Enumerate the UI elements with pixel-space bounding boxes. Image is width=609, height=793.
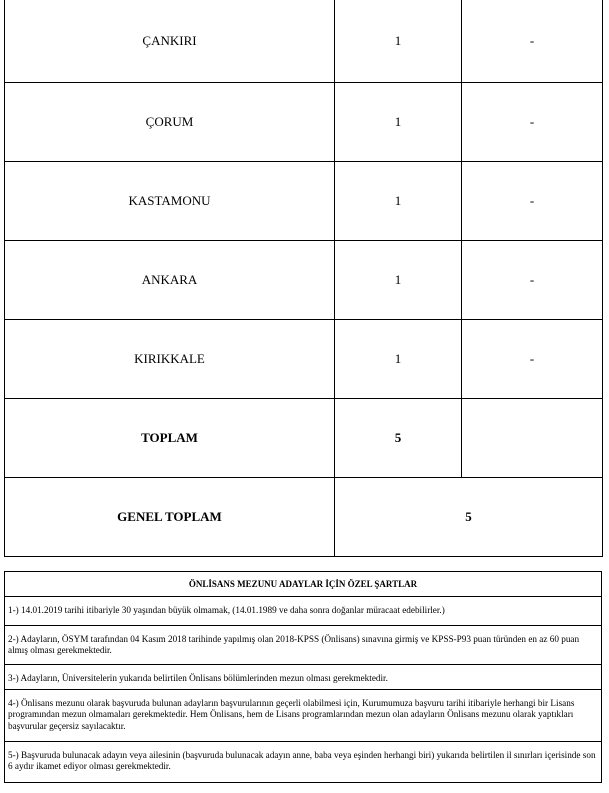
province-cell: KIRIKKALE (5, 320, 335, 399)
extra-cell: - (462, 320, 603, 399)
province-cell: KASTAMONU (5, 162, 335, 241)
extra-cell: - (462, 162, 603, 241)
condition-item: 3-) Adayların, Üniversitelerin yukarıda belirtilen Önlisans bölümlerinden mezun olması gerekmektedir. (5, 664, 602, 689)
table-row (5, 241, 603, 320)
table-row (5, 0, 603, 83)
count-cell: 1 (335, 162, 462, 241)
table-row (5, 83, 603, 162)
grand-total-label: GENEL TOPLAM (5, 478, 335, 557)
table-row (5, 162, 603, 241)
count-cell: 1 (335, 320, 462, 399)
province-cell: ÇANKIRI (5, 0, 335, 83)
province-cell: ÇORUM (5, 83, 335, 162)
grand-total-value: 5 (335, 478, 603, 557)
extra-cell: - (462, 0, 603, 83)
condition-item: 2-) Adayların, ÖSYM tarafından 04 Kasım 2018 tarihinde yapılmış olan 2018-KPSS (Önlisans) sınavına girmiş ve KPSS-P93 puan türünden en az 60 puan almış olması gerekmektedir. (5, 625, 602, 664)
grand-total-row (5, 478, 603, 557)
count-cell: 1 (335, 0, 462, 83)
count-cell: 1 (335, 241, 462, 320)
conditions-heading: ÖNLİSANS MEZUNU ADAYLAR İÇİN ÖZEL ŞARTLAR (5, 572, 602, 597)
total-label: TOPLAM (5, 399, 335, 478)
condition-item: 1-) 14.01.2019 tarihi itibariyle 30 yaşından büyük olmamak, (14.01.1989 ve daha sonra doğanlar müracaat edebilirler.) (5, 596, 602, 625)
condition-item: 5-) Başvuruda bulunacak adayın veya ailesinin (başvuruda bulunacak adayın anne, baba veya eşinden herhangi biri) yukarıda belirtilen il sınırları içerisinde son 6 aydır ikamet ediyor olması gerekmektedir. (5, 741, 602, 782)
extra-cell: - (462, 83, 603, 162)
total-row (5, 399, 603, 478)
table-row (5, 320, 603, 399)
total-empty-cell (462, 399, 603, 478)
condition-item: 4-) Önlisans mezunu olarak başvuruda bulunan adayların başvurularının geçerli olabilmesi için, Kurumumuza başvuru tarihi itibariyle herhangi bir Lisans programından mezun olmamaları gerekmektedir. Hem Önlisans, hem de Lisans programlarından mezun olan adayların Önlisans mezunu olarak yaptıkları başvurular geçersiz sayılacaktır. (5, 689, 602, 741)
province-cell: ANKARA (5, 241, 335, 320)
distribution-table (4, 0, 603, 557)
special-conditions-table (4, 571, 602, 783)
extra-cell: - (462, 241, 603, 320)
total-value: 5 (335, 399, 462, 478)
count-cell: 1 (335, 83, 462, 162)
